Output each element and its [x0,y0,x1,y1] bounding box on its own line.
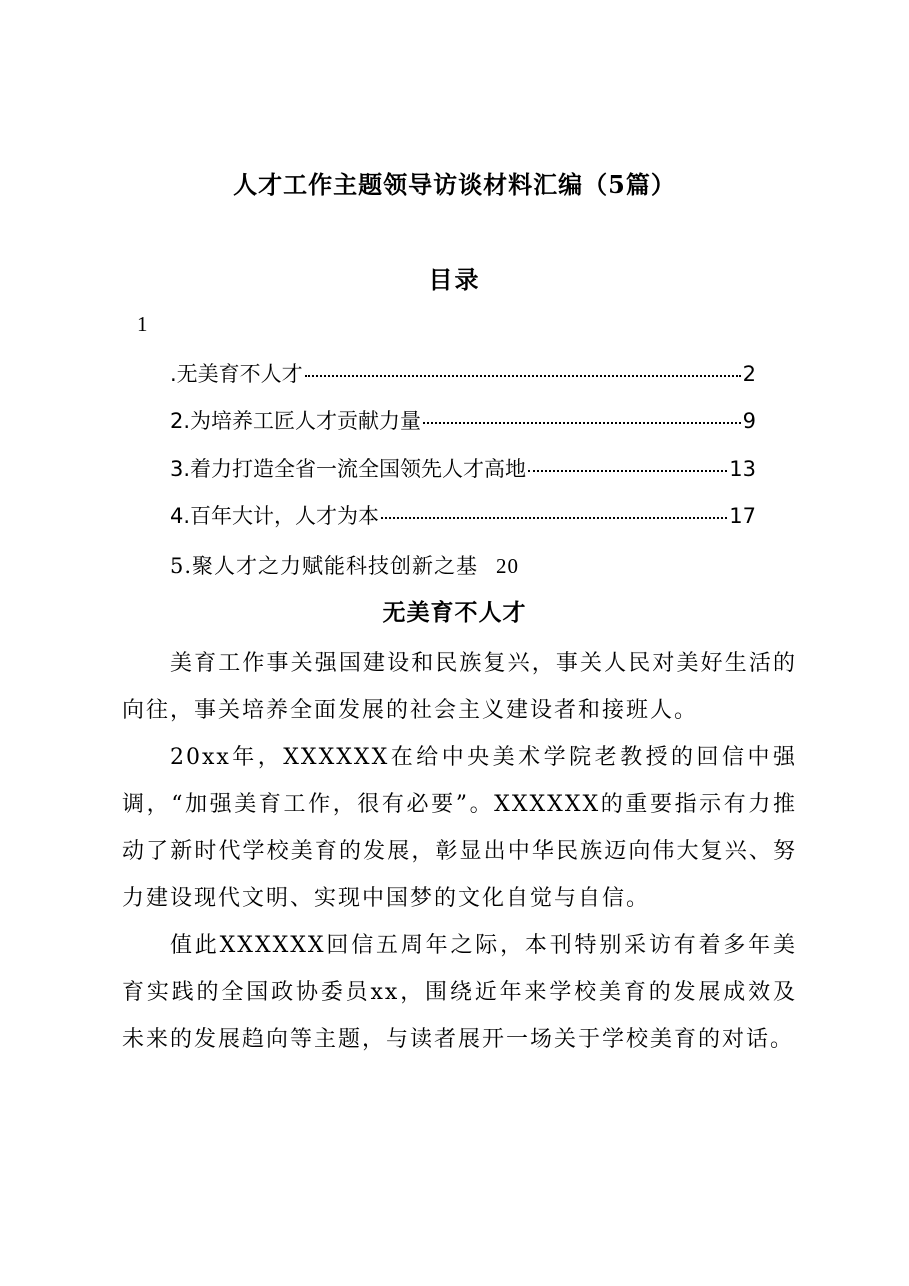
toc-entry-text: 4.百年大计，人才为本 [170,504,380,528]
toc-stray-number: 1 [137,312,148,336]
body-paragraph: 20xx年，XXXXXX在给中央美术学院老教授的回信中强调，“加强美育工作，很有必要”。XXXXXX的重要指示有力推动了新时代学校美育的发展，彰显出中华民族迈向伟大复兴、努力建设现代文明、实现中国梦的文化自觉与自信。 [122,745,797,911]
toc-entry[interactable] [170,500,756,532]
toc-entry-text: 2.为培养工匠人才贡献力量 [170,409,422,433]
toc-entry-text: 5.聚人才之力赋能科技创新之基 [170,554,479,578]
toc-entry[interactable] [170,358,756,390]
toc-entry-text: 3.着力打造全省一流全国领先人才高地 [170,457,527,481]
toc-dot-leader [381,517,727,519]
toc-heading: 目录 [428,265,481,294]
toc-entry[interactable] [170,550,519,580]
toc-page-number: 13 [729,457,756,481]
section-heading: 无美育不人才 [382,599,527,626]
toc-page-number: 20 [496,554,520,578]
toc-entry[interactable] [170,405,756,437]
toc-page-number: 9 [742,409,756,433]
document-title: 人才工作主题领导访谈材料汇编（5篇） [233,170,676,199]
body-paragraph: 美育工作事关强国建设和民族复兴，事关人民对美好生活的向往，事关培养全面发展的社会主义建设者和接班人。 [122,651,797,723]
toc-entry-text: .无美育不人才 [170,362,303,386]
toc-entry[interactable] [170,453,756,485]
toc-dot-leader [305,375,741,377]
toc-dot-leader [423,422,741,424]
body-paragraph: 值此XXXXXX回信五周年之际，本刊特别采访有着多年美育实践的全国政协委员xx，围绕近年来学校美育的发展成效及未来的发展趋向等主题，与读者展开一场关于学校美育的对话。 [122,933,797,1052]
toc-dot-leader [528,470,727,472]
toc-page-number: 2 [742,362,756,386]
toc-page-number: 17 [729,504,756,528]
